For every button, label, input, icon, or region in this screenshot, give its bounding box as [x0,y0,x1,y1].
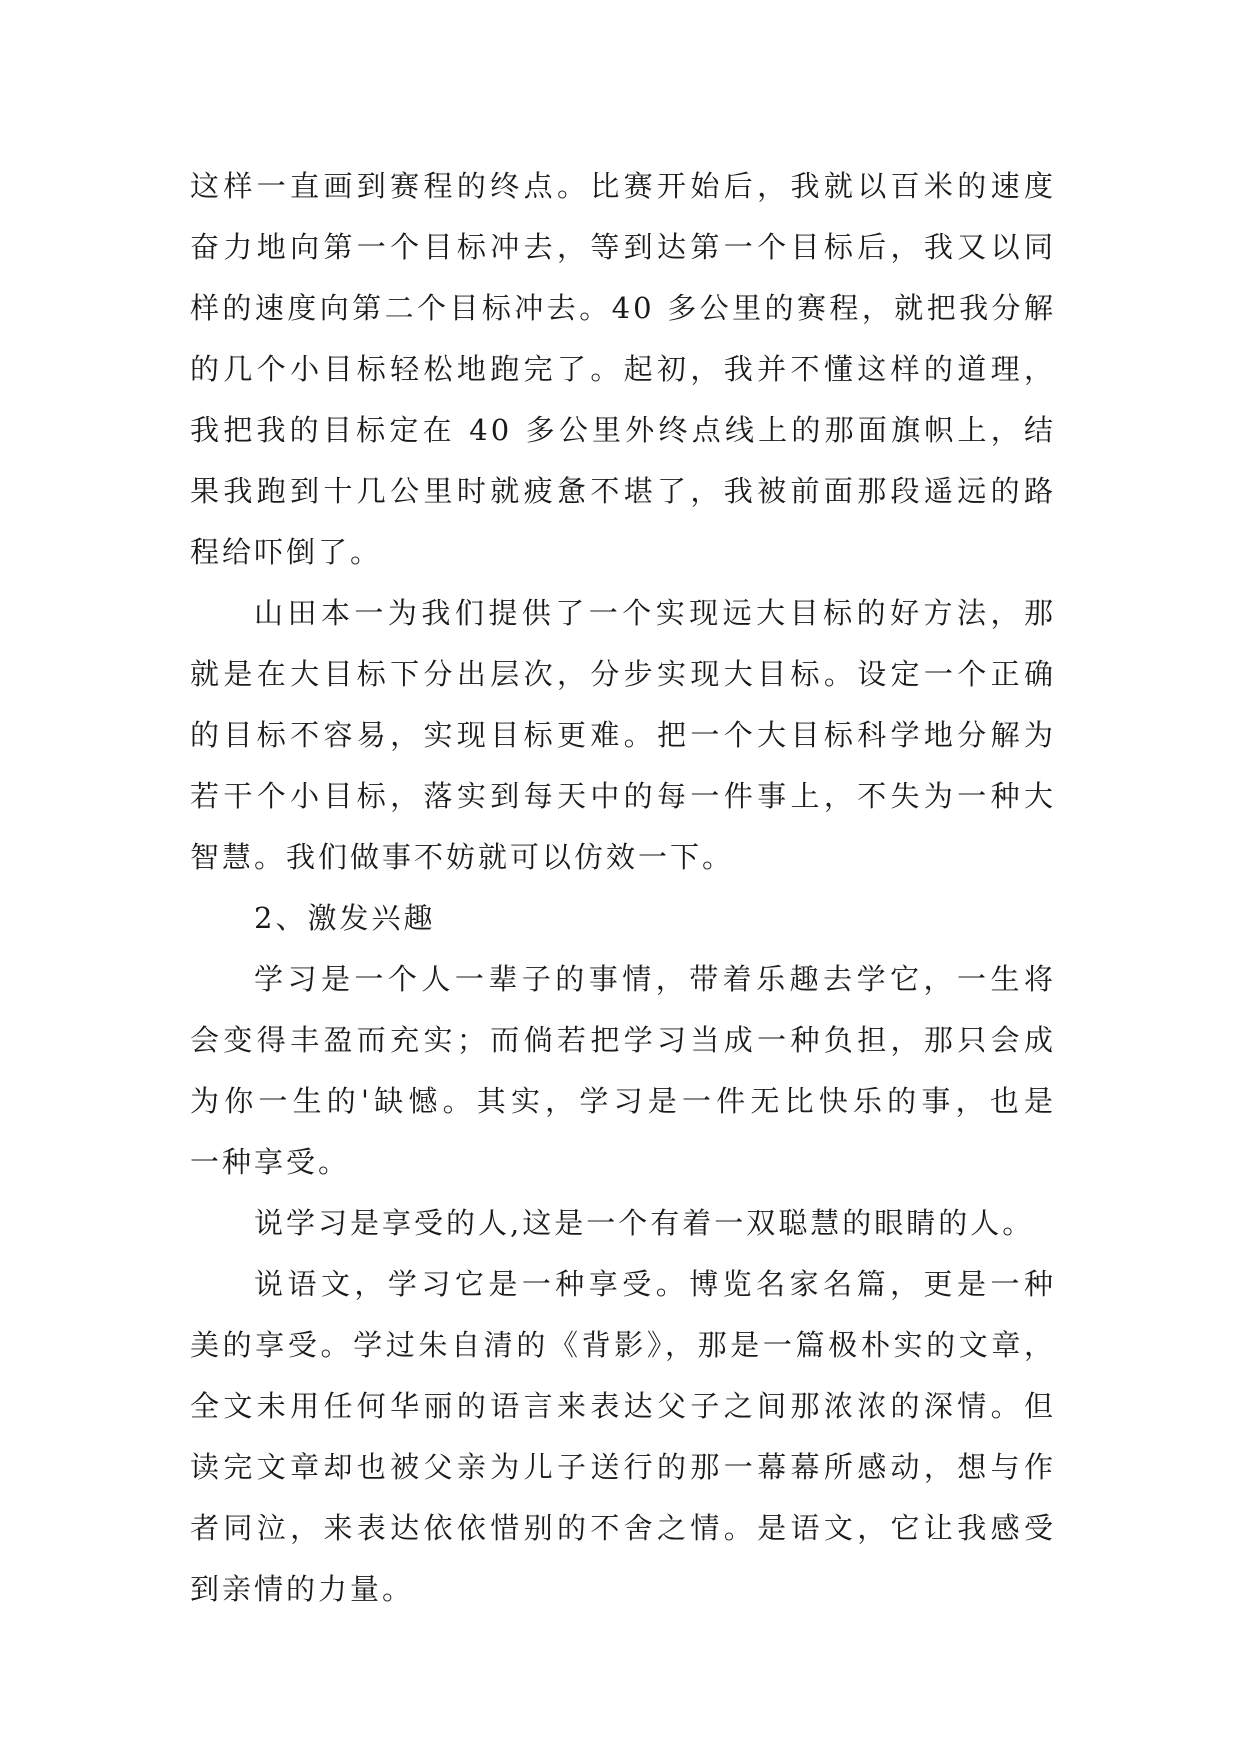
text-line: 奋力地向第一个目标冲去，等到达第一个目标后，我又以同 [190,230,1056,264]
text-line: 一种享受。 [190,1145,351,1179]
text-line: 美的享受。学过朱自清的《背影》，那是一篇极朴实的文章， [190,1328,1056,1362]
text-line: 到亲情的力量。 [190,1572,415,1606]
text-line: 的目标不容易，实现目标更难。把一个大目标科学地分解为 [190,718,1056,752]
text-line: 为你一生的'缺憾。其实，学习是一件无比快乐的事，也是 [190,1084,1056,1118]
text-line: 我把我的目标定在 40 多公里外终点线上的那面旗帜上，结 [190,413,1056,447]
paragraph [190,583,1056,888]
text-line: 全文未用任何华丽的语言来表达父子之间那浓浓的深情。但 [190,1389,1056,1423]
paragraph [190,949,1056,1193]
text-line: 者同泣，来表达依依惜别的不舍之情。是语文，它让我感受 [190,1511,1056,1545]
text-line: 样的速度向第二个目标冲去。40 多公里的赛程，就把我分解 [190,291,1056,325]
text-line: 说语文，学习它是一种享受。博览名家名篇，更是一种 [254,1267,1056,1301]
document-body [190,156,1056,1620]
text-line: 会变得丰盈而充实；而倘若把学习当成一种负担，那只会成 [190,1023,1056,1057]
text-line: 说学习是享受的人,这是一个有着一双聪慧的眼睛的人。 [254,1206,1035,1240]
text-line: 学习是一个人一辈子的事情，带着乐趣去学它，一生将 [254,962,1056,996]
text-line: 程给吓倒了。 [190,535,383,569]
text-line: 若干个小目标，落实到每天中的每一件事上，不失为一种大 [190,779,1056,813]
paragraph [190,1193,1056,1254]
text-line: 2、激发兴趣 [254,901,436,935]
text-line: 的几个小目标轻松地跑完了。起初，我并不懂这样的道理， [190,352,1056,386]
text-line: 就是在大目标下分出层次，分步实现大目标。设定一个正确 [190,657,1056,691]
text-line: 果我跑到十几公里时就疲惫不堪了，我被前面那段遥远的路 [190,474,1056,508]
paragraph [190,1254,1056,1620]
text-line: 智慧。我们做事不妨就可以仿效一下。 [190,840,735,874]
text-line: 山田本一为我们提供了一个实现远大目标的好方法，那 [254,596,1056,630]
paragraph [190,888,1056,949]
text-line: 这样一直画到赛程的终点。比赛开始后，我就以百米的速度 [190,169,1056,203]
paragraph [190,156,1056,583]
text-line: 读完文章却也被父亲为儿子送行的那一幕幕所感动，想与作 [190,1450,1056,1484]
